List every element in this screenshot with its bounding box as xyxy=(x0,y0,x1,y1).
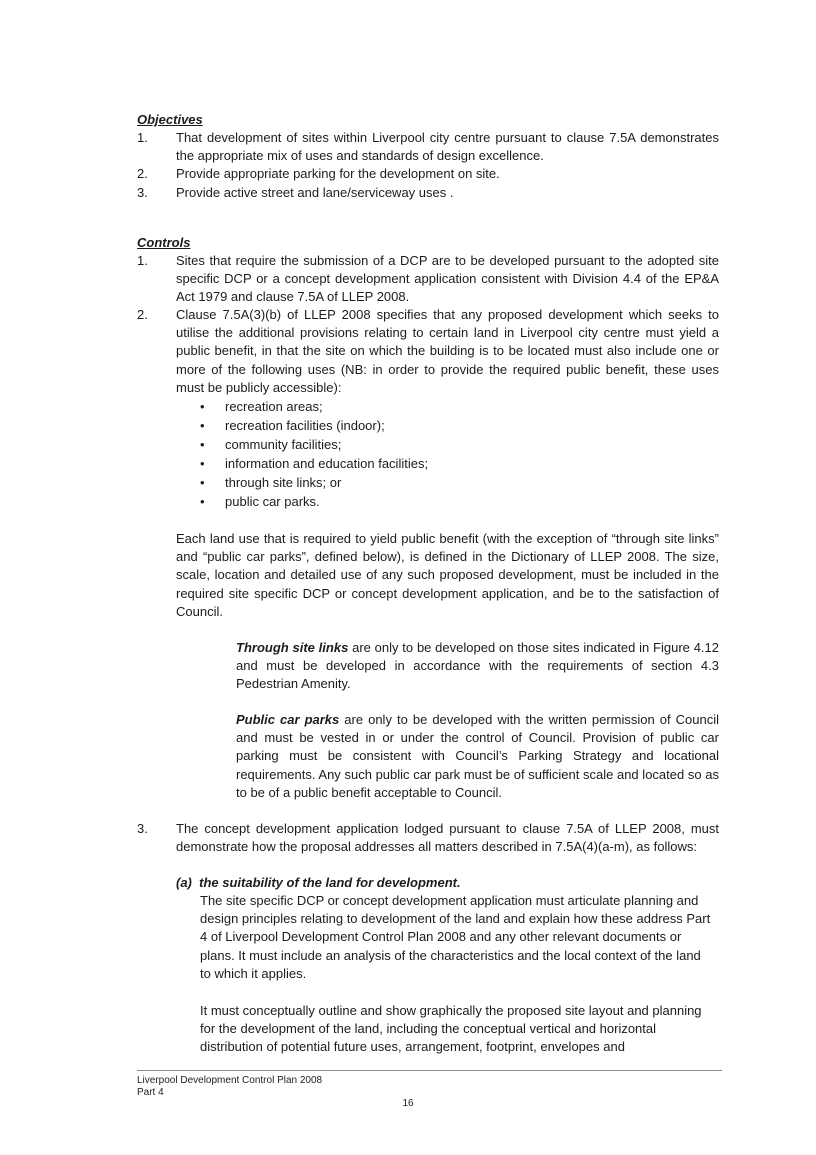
bullet-marker: • xyxy=(200,437,205,452)
bullet-item: through site links; or xyxy=(225,475,342,490)
public-benefit-paragraph: Each land use that is required to yield public benefit (with the exception of “through site links” and “public car parks”, defined below), is defined in the Dictionary of LLEP 2008. The size, scale, location and detailed use of any such proposed development, must be included in the required site specific DCP or concept development application, and be to the satisfaction of Council. xyxy=(176,531,719,619)
suitability-paragraph-1: The site specific DCP or concept development application must articulate planning and design principles relating to development of the land and explain how these address Part 4 of Liverpool Development Control Plan 2008 and any other relevant documents or plans. It must include an analysis of the characteristics and the local context of the land to which it applies. xyxy=(200,893,711,981)
bullet-marker: • xyxy=(200,494,205,509)
footer-document-title: Liverpool Development Control Plan 2008 xyxy=(137,1075,323,1086)
suitability-subheading: (a) the suitability of the land for development. xyxy=(176,875,461,890)
control-3-text: The concept development application lodged pursuant to clause 7.5A of LLEP 2008, must demonstrate how the proposal addresses all matters described in 7.5A(4)(a-m), as follows: xyxy=(176,821,719,855)
bullet-marker: • xyxy=(200,418,205,433)
page-number: 16 xyxy=(402,1098,414,1109)
bullet-marker: • xyxy=(200,475,205,490)
public-car-parks-term: Public car parks xyxy=(236,712,340,727)
footer-part-label: Part 4 xyxy=(137,1087,164,1098)
objective-1-number: 1. xyxy=(137,130,148,145)
bullet-item: recreation areas; xyxy=(225,399,323,414)
bullet-item: public car parks. xyxy=(225,494,320,509)
control-2-number: 2. xyxy=(137,307,148,322)
bullet-marker: • xyxy=(200,399,205,414)
public-car-parks-paragraph xyxy=(236,711,719,802)
bullet-marker: • xyxy=(200,456,205,471)
objective-2-number: 2. xyxy=(137,166,148,181)
through-site-links-text: are only to be developed on those sites indicated in Figure 4.12 and must be developed in accordance with the requirements of section 4.3 Pedestrian Amenity. xyxy=(236,640,719,692)
objective-2-text: Provide appropriate parking for the development on site. xyxy=(176,166,500,181)
footer-divider xyxy=(137,1070,722,1071)
objective-1-text: That development of sites within Liverpool city centre pursuant to clause 7.5A demonstrates the appropriate mix of uses and standards of design excellence. xyxy=(176,130,719,164)
suitability-paragraph-2: It must conceptually outline and show graphically the proposed site layout and planning for the development of the land, including the conceptual vertical and horizontal distribution of potential future uses, arrangement, footprint, envelopes and xyxy=(200,1003,702,1055)
control-3-number: 3. xyxy=(137,821,148,836)
through-site-links-term: Through site links xyxy=(236,640,349,655)
control-2-text: Clause 7.5A(3)(b) of LLEP 2008 specifies that any proposed development which seeks to utilise the additional provisions relating to certain land in Liverpool city centre must yield a public benefit, in that the site on which the building is to be located must also include one or more of the following uses (NB: in order to provide the required public benefit, these uses must be publicly accessible): xyxy=(176,307,719,395)
bullet-item: recreation facilities (indoor); xyxy=(225,418,385,433)
control-1-number: 1. xyxy=(137,253,148,268)
objectives-heading: Objectives xyxy=(137,112,203,127)
objective-3-text: Provide active street and lane/serviceway uses . xyxy=(176,185,454,200)
objective-3-number: 3. xyxy=(137,185,148,200)
controls-heading: Controls xyxy=(137,235,191,250)
bullet-item: information and education facilities; xyxy=(225,456,429,471)
through-site-links-paragraph xyxy=(236,639,719,694)
bullet-item: community facilities; xyxy=(225,437,342,452)
control-1-text: Sites that require the submission of a DCP are to be developed pursuant to the adopted site specific DCP or a concept development application consistent with Division 4.4 of the EP&A Act 1979 and clause 7.5A of LLEP 2008. xyxy=(176,253,719,305)
public-car-parks-text: are only to be developed with the written permission of Council and must be vested in or under the control of Council. Provision of public car parking must be consistent with Council’s Parking Strategy and locational requirements. Any such public car park must be of sufficient scale and located so as to be of a public benefit acceptable to Council. xyxy=(236,712,719,800)
